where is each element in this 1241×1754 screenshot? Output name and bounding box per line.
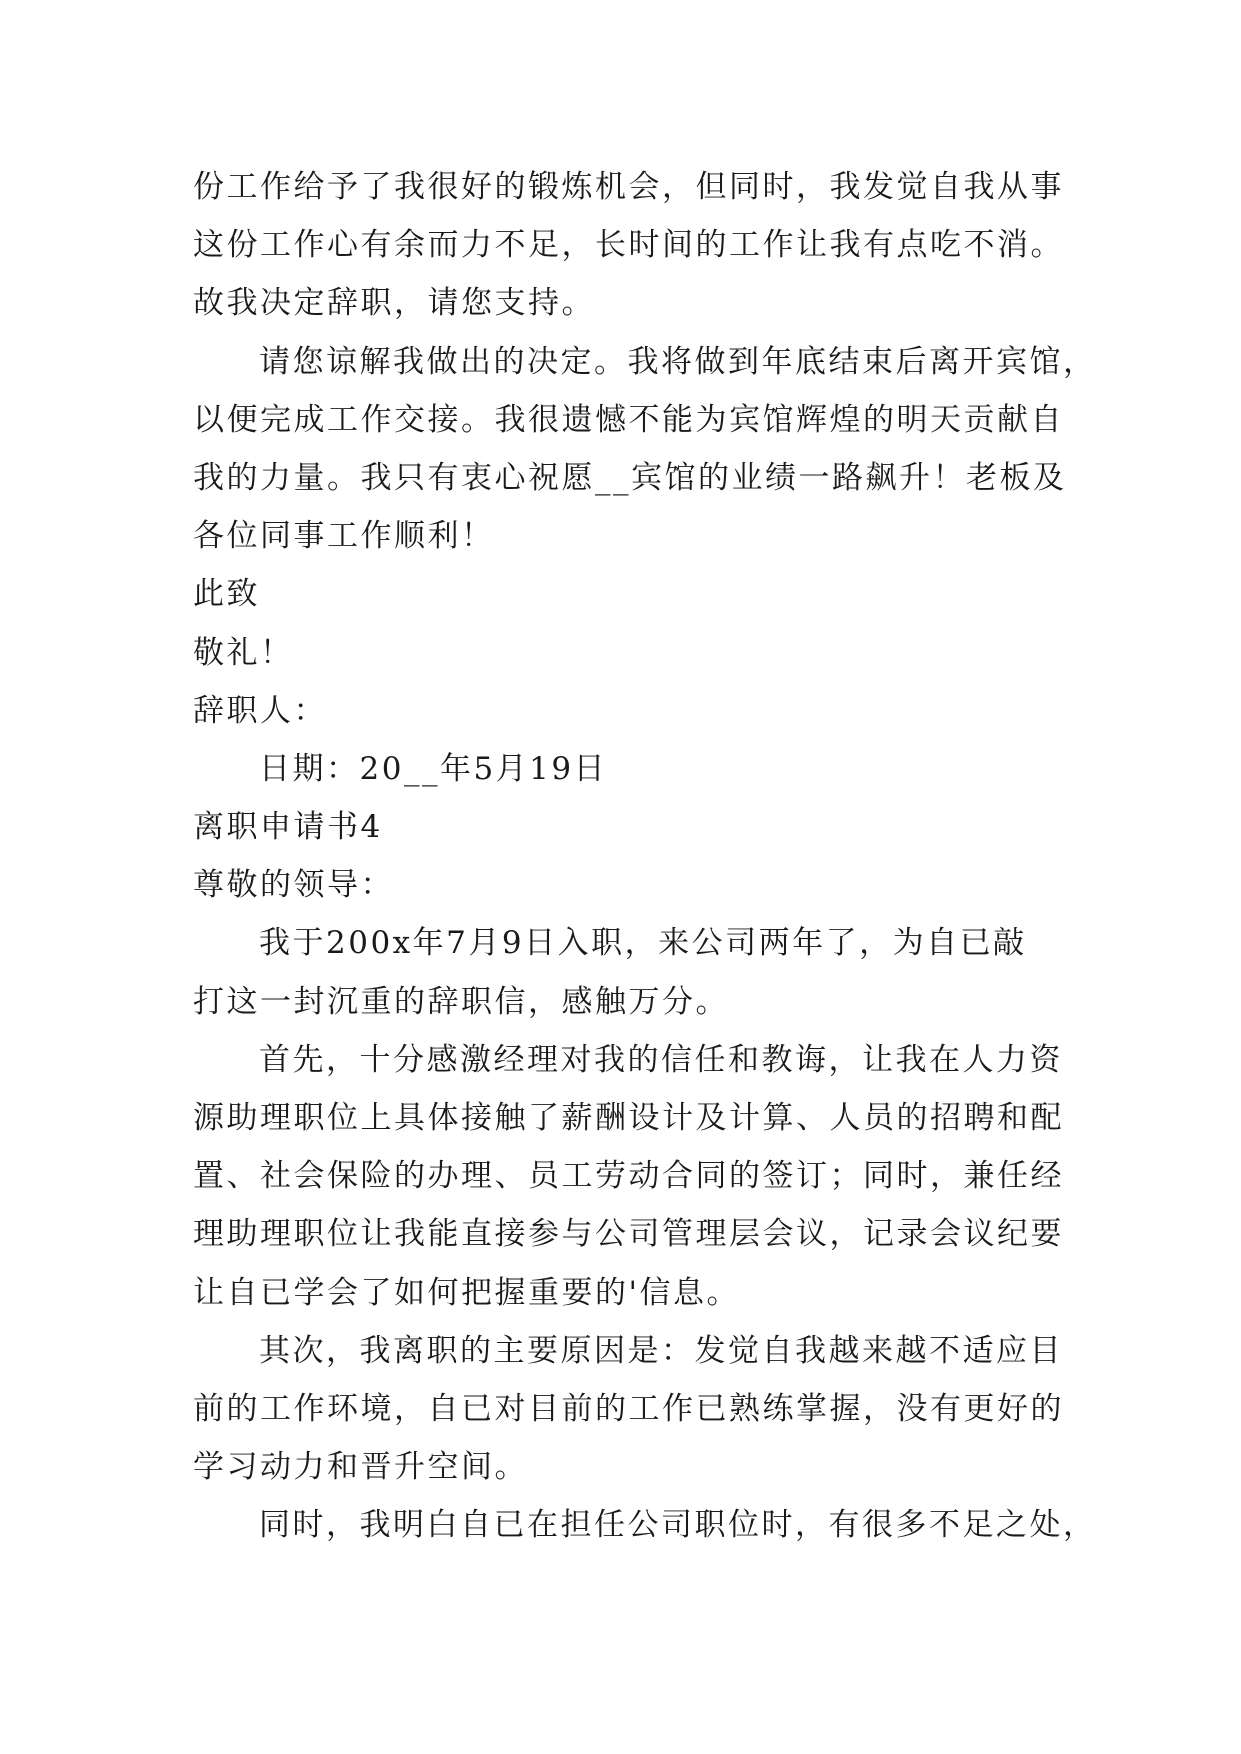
text-line: 置、社会保险的办理、员工劳动合同的签订；同时，兼任经: [193, 1158, 1064, 1195]
closing-salutation: 此致: [193, 576, 260, 613]
text-line: 以便完成工作交接。我很遗憾不能为宾馆辉煌的明天贡献自: [193, 401, 1064, 438]
section-heading: 离职申请书4: [193, 809, 383, 846]
closing-regards: 敬礼！: [193, 634, 294, 671]
text-line: 我于200x年7月9日入职，来公司两年了，为自已敲: [259, 925, 1027, 962]
text-line: 首先，十分感激经理对我的信任和教诲，让我在人力资: [259, 1041, 1063, 1078]
greeting: 尊敬的领导：: [193, 867, 394, 904]
text-line: 份工作给予了我很好的锻炼机会，但同时，我发觉自我从事: [193, 169, 1064, 205]
text-line: 这份工作心有余而力不足，长时间的工作让我有点吃不消。: [193, 227, 1064, 264]
text-line: 打这一封沉重的辞职信，感触万分。: [193, 983, 729, 1020]
signature-label: 辞职人：: [193, 692, 327, 729]
text-line: 我的力量。我只有衷心祝愿__宾馆的业绩一路飙升！老板及: [193, 459, 1067, 496]
text-line: 学习动力和晋升空间。: [193, 1449, 528, 1486]
document-body: [193, 158, 1097, 1555]
text-line: 同时，我明白自已在担任公司职位时，有很多不足之处，: [259, 1507, 1097, 1544]
text-line: 故我决定辞职，请您支持。: [193, 285, 595, 322]
date-line: 日期：20__年5月19日: [259, 750, 608, 787]
text-line: 源助理职位上具体接触了薪酬设计及计算、人员的招聘和配: [193, 1100, 1064, 1136]
text-line: 其次，我离职的主要原因是：发觉自我越来越不适应目: [259, 1332, 1063, 1369]
text-line: 请您谅解我做出的决定。我将做到年底结束后离开宾馆，: [259, 343, 1097, 380]
text-line: 让自已学会了如何把握重要的'信息。: [193, 1274, 741, 1311]
text-line: 各位同事工作顺利！: [193, 518, 495, 555]
text-line: 前的工作环境，自已对目前的工作已熟练掌握，没有更好的: [193, 1390, 1064, 1427]
text-line: 理助理职位让我能直接参与公司管理层会议，记录会议纪要: [193, 1216, 1064, 1253]
